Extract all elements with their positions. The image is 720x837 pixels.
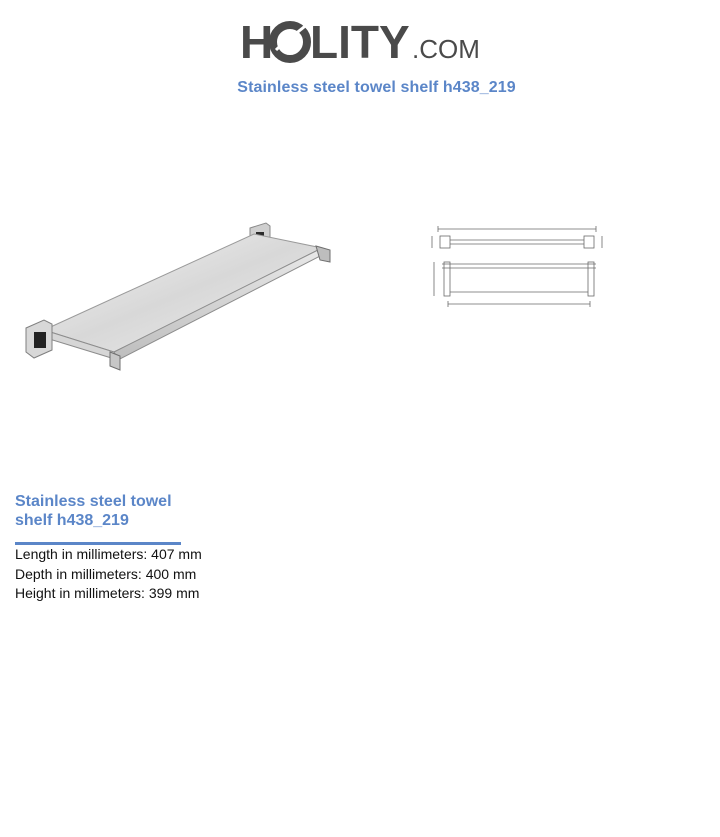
spec-depth-value: 400 mm: [145, 565, 197, 582]
product-name-line1: Stainless steel towel: [15, 493, 172, 510]
front-view-left-support: [444, 262, 450, 296]
left-bracket-screw-cover: [34, 332, 46, 348]
spec-height: [15, 584, 202, 604]
spec-height-label: Height in millimeters:: [15, 585, 145, 601]
right-end-clip: [316, 246, 330, 262]
spec-length: [15, 545, 202, 565]
product-specs: [15, 545, 202, 604]
spec-depth: [15, 565, 202, 585]
top-view-right-bracket: [584, 236, 594, 248]
logo-letter-h: H: [240, 16, 274, 68]
spec-length-value: 407 mm: [151, 546, 202, 562]
holity-logo-graphic: [240, 12, 485, 68]
spec-length-label: Length in millimeters:: [15, 546, 148, 562]
glass-shelf-top: [44, 234, 322, 352]
product-name: [15, 492, 215, 530]
technical-drawing: [424, 220, 610, 310]
brand-logo: [240, 12, 485, 68]
logo-suffix: .COM: [412, 34, 480, 64]
product-name-line2: shelf h438_219: [15, 512, 129, 529]
product-photo: [18, 214, 338, 384]
logo-letters-lity: LITY: [310, 16, 410, 68]
towel-shelf-illustration: [18, 214, 338, 384]
dimension-drawing: [424, 220, 610, 310]
spec-height-value: 399 mm: [148, 585, 200, 601]
spec-depth-label: Depth in millimeters:: [15, 565, 142, 582]
top-view-left-bracket: [440, 236, 450, 248]
page-title: Stainless steel towel shelf h438_219: [237, 79, 516, 96]
front-view-right-support: [588, 262, 594, 296]
